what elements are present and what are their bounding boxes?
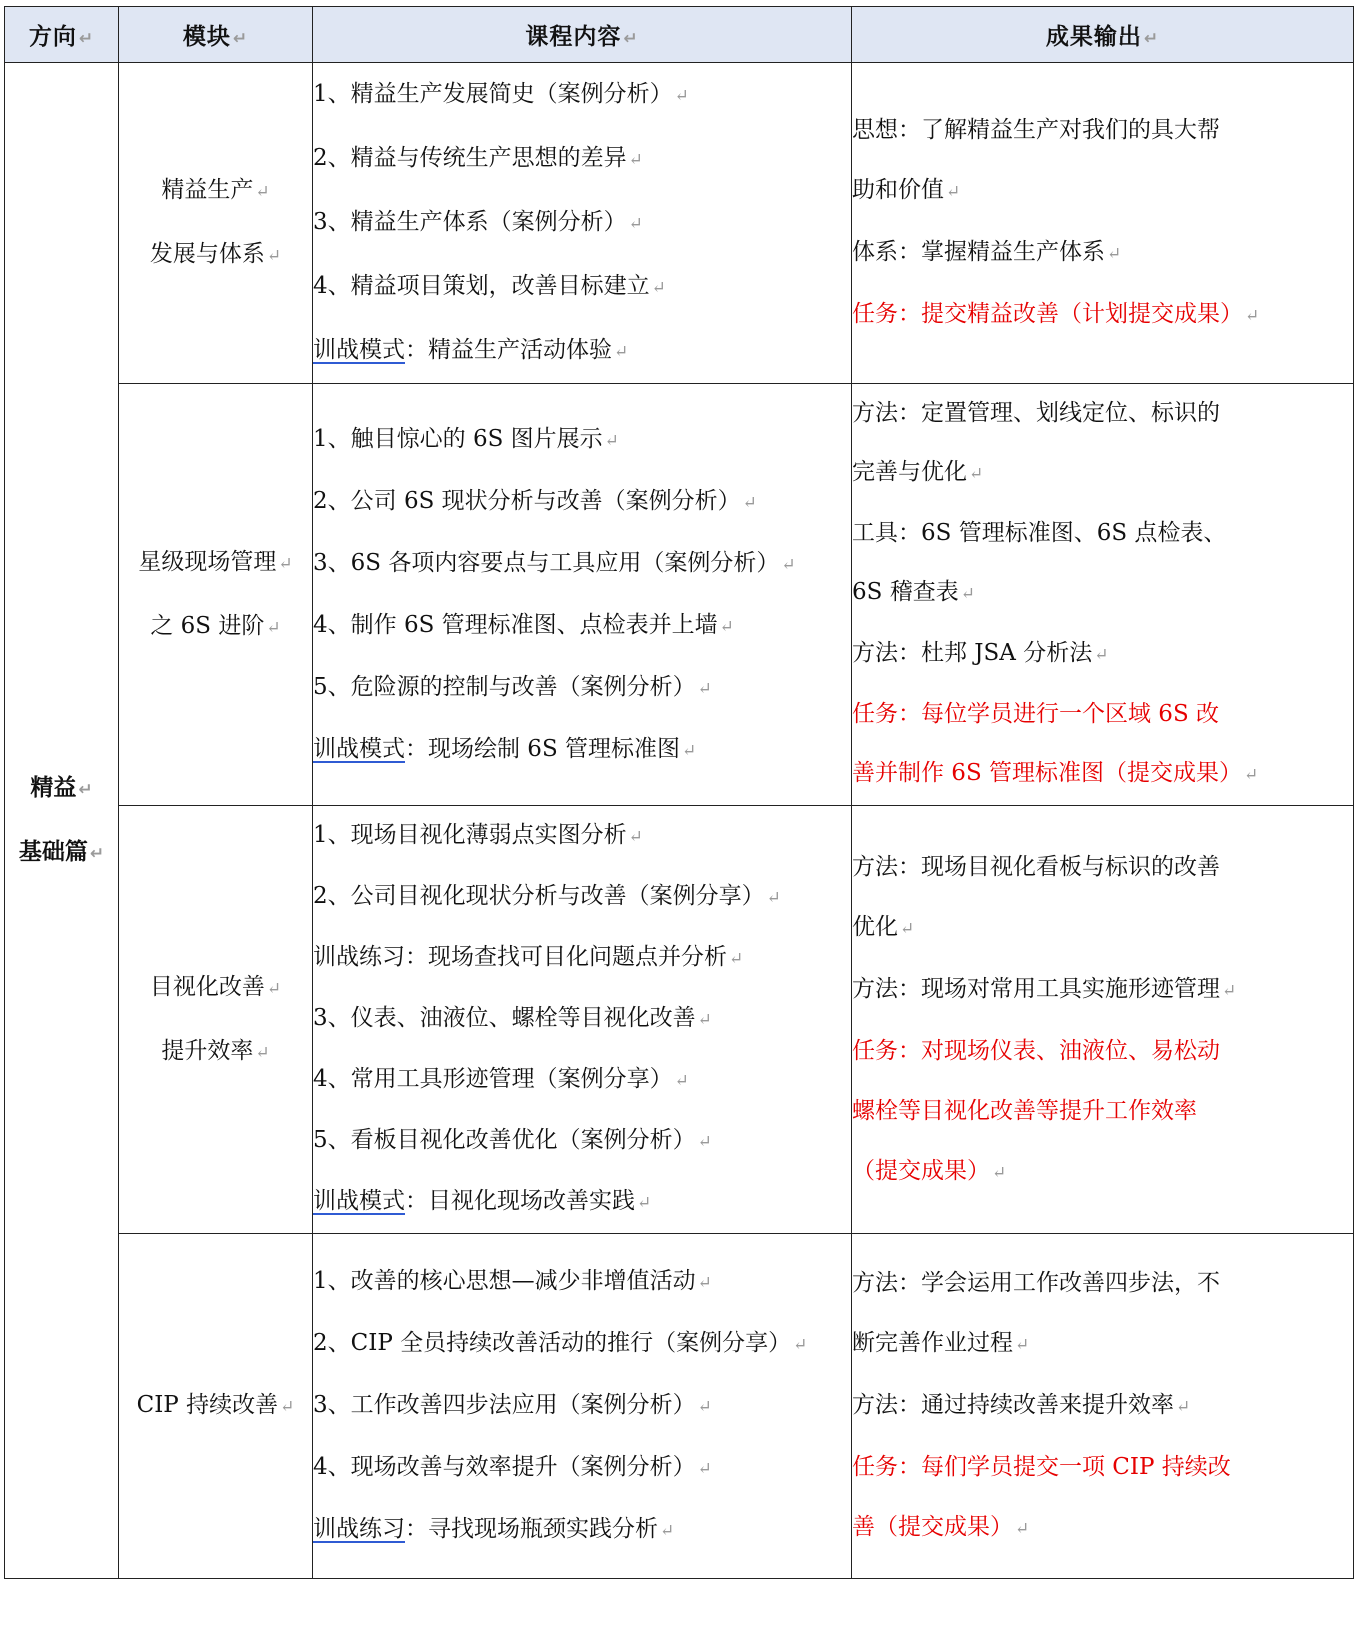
table-row	[5, 63, 1354, 384]
content-cell: 1、现场目视化薄弱点实图分析 ↵ 2、公司目视化现状分析与改善（案例分享） ↵ 训战练习：现场查找可目化问题点并分析 ↵ 3、仪表、油液位、螺栓等目视化改善 ↵ 4、常用工具形迹管理（案例分享） ↵ 5、看板目视化改善优化（案例分析） ↵ 训战模式：目视化现场改善实践 ↵	[313, 806, 852, 1234]
output-cell: 方法：学会运用工作改善四步法，不 断完善作业过程 ↵ 方法：通过持续改善来提升效率 ↵ 任务：每们学员提交一项 CIP 持续改 善（提交成果） ↵	[852, 1234, 1354, 1579]
module-cell: CIP 持续改善 ↵	[119, 1234, 313, 1579]
output-cell: 思想：了解精益生产对我们的具大帮 助和价值 ↵ 体系：掌握精益生产体系 ↵ 任务：提交精益改善（计划提交成果） ↵	[852, 63, 1354, 384]
header-content: 课程内容 ↵	[313, 7, 852, 63]
output-cell: 方法：定置管理、划线定位、标识的 完善与优化 ↵ 工具：6S 管理标准图、6S 点检表、 6S 稽查表 ↵ 方法：杜邦 JSA 分析法 ↵ 任务：每位学员进行一个区域 6S 改 善并制作 6S 管理标准图（提交成果） ↵	[852, 384, 1354, 806]
module-cell: 精益生产 ↵ 发展与体系 ↵	[119, 63, 313, 384]
content-cell: 1、改善的核心思想—减少非增值活动 ↵ 2、CIP 全员持续改善活动的推行（案例分享） ↵ 3、工作改善四步法应用（案例分析） ↵ 4、现场改善与效率提升（案例分析） ↵ 训战练习：寻找现场瓶颈实践分析 ↵	[313, 1234, 852, 1579]
header-row	[5, 7, 1354, 63]
content-cell: 1、触目惊心的 6S 图片展示 ↵ 2、公司 6S 现状分析与改善（案例分析） ↵ 3、6S 各项内容要点与工具应用（案例分析） ↵ 4、制作 6S 管理标准图、点检表并上墙 ↵ 5、危险源的控制与改善（案例分析） ↵ 训战模式：现场绘制 6S 管理标准图 ↵	[313, 384, 852, 806]
header-module: 模块 ↵	[119, 7, 313, 63]
output-cell: 方法：现场目视化看板与标识的改善 优化 ↵ 方法：现场对常用工具实施形迹管理 ↵ 任务：对现场仪表、油液位、易松动 螺栓等目视化改善等提升工作效率 （提交成果） ↵	[852, 806, 1354, 1234]
table-row	[5, 806, 1354, 1234]
header-output: 成果输出 ↵	[852, 7, 1354, 63]
course-table	[4, 6, 1354, 1579]
module-cell: 目视化改善 ↵ 提升效率 ↵	[119, 806, 313, 1234]
module-cell: 星级现场管理 ↵ 之 6S 进阶 ↵	[119, 384, 313, 806]
table-row	[5, 1234, 1354, 1579]
content-cell: 1、精益生产发展简史（案例分析） ↵ 2、精益与传统生产思想的差异 ↵ 3、精益生产体系（案例分析） ↵ 4、精益项目策划，改善目标建立 ↵ 训战模式：精益生产活动体验 ↵	[313, 63, 852, 384]
direction-cell: 精益 ↵ 基础篇 ↵	[5, 63, 119, 1579]
table-row	[5, 384, 1354, 806]
header-direction: 方向 ↵	[5, 7, 119, 63]
